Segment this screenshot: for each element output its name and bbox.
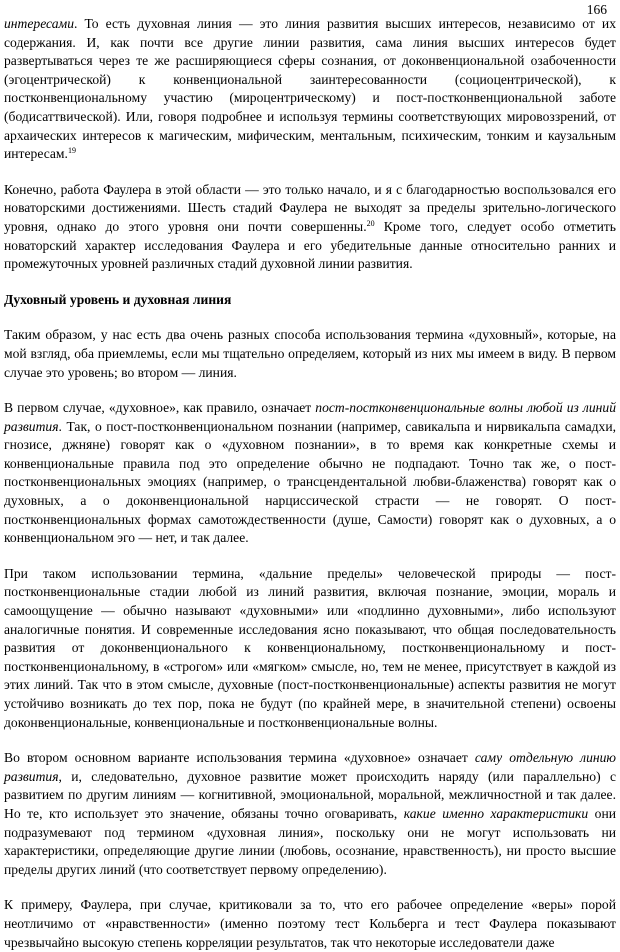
paragraph-gap <box>4 548 616 565</box>
text-run: При таком использовании термина, «дальние пределы» человеческой природы — пост-постконвенциональные стадии любой из линий развития, включая познание, эмоции, мораль и самоощущение — обычно называют «духовными» или «подлинно духовными», либо используют аналогичные понятия. И современные исследования ясно показывают, что общая последовательность развития от доконвенционального к конвенциональному, постконвенциональному и пост-постконвенциональному, в «строгом» или «мягком» смысле, но, тем не менее, присутствует в каждой из этих линий. Так что в этом смысле, духовные (пост-постконвенциональные) аспекты развития не могут устойчиво возникать до тех пор, пока не будут (по крайней мере, в значительной степени) освоены доконвенциональные, конвенциональные и постконвенциональные волны. <box>4 565 616 730</box>
text-run: К примеру, Фаулера, при случае, критиковали за то, что его рабочее определение «веры» порой неотличимо от «нравственности» (именно поэтому тест Кольберга и тест Фаулера показывают чрезвычайно высокую степень корреляции результатов, так что некоторые исследователи даже <box>4 897 616 950</box>
italic-text: какие именно характеристики <box>403 805 589 821</box>
paragraph-gap <box>4 732 616 749</box>
paragraph-gap <box>4 164 616 181</box>
paragraph-p7 <box>4 896 616 952</box>
paragraph-p1 <box>4 15 616 164</box>
text-run: , и, следовательно, духовное развитие может происходить наряду (или параллельно) с развитием по другим линиям — когнитивной, эмоциональной, моральной, межличностной и так далее. Но те, кто использует это значение, обязаны точно оговаривать, <box>4 768 616 821</box>
paragraph-p3 <box>4 326 616 382</box>
document-body <box>4 15 616 952</box>
footnote-ref: 20 <box>366 218 375 228</box>
paragraph-gap <box>4 382 616 399</box>
text-run: Конечно, работа Фаулера в этой области — это только начало, и я с благодарностью воспользовался его новаторскими достижениями. Шесть стадий Фаулера не выходят за пределы зрительно-логического уровня, однако до этого уровня они почти совершенны. <box>4 181 616 234</box>
footnote-ref: 19 <box>67 146 76 156</box>
page-number: 166 <box>586 2 607 17</box>
text-run: . То есть духовная линия — это линия развития высших интересов, независимо от их содержания. И, как почти все другие линии развития, сама линия высших интересов будет развертываться через те же расширяющиеся сферы сознания, от доконвенциональной озабоченности (эгоцентрической) к конвенциональной заинтересованности (социоцентрической), к постконвенциональному участию (мироцентрическому) и пост-постконвенциональной заботе (бодисаттвической). Или, говоря подробнее и используя термины соответствующих мировоззрений, от архаических интересов к магическим, мифическим, ментальным, психическим, тонким и каузальным интересам. <box>4 16 616 162</box>
section-heading <box>4 291 616 310</box>
text-run: В первом случае, «духовное», как правило, означает <box>4 400 316 416</box>
text-run: Духовный уровень и духовная линия <box>4 291 232 307</box>
paragraph-p4 <box>4 399 616 548</box>
paragraph-p2 <box>4 181 616 274</box>
paragraph-p5 <box>4 565 616 732</box>
italic-text: саму отдельную линию развития <box>4 750 616 784</box>
paragraph-gap <box>4 879 616 896</box>
italic-text: пост-постконвенциональные волны любой из линий развития <box>4 400 616 434</box>
text-run: Во втором основном варианте использования термина «духовное» означает <box>4 750 475 766</box>
italic-text: интересами <box>4 16 74 31</box>
text-run: они подразумевают под термином «духовная линия», поскольку они не могут использовать ни характеристики, определяющие другие линии (любовь, осознание, нравственность), ни просто высшие пределы других линий (что соответствует первому определению). <box>4 805 617 877</box>
paragraph-gap <box>4 309 616 326</box>
text-run: Таким образом, у нас есть два очень разных способа использования термина «духовный», которые, на мой взгляд, оба приемлемы, если мы тщательно определяем, который из них мы имеем в виду. В первом случае это уровень; во втором — линия. <box>4 327 616 380</box>
text-run: . Так, о пост-постконвенциональном познании (например, савикальпа и нирвикальпа самадхи, гнозисе, джняне) говорят как о «духовном познании», в то время как конкретные схемы и конвенциональные правила под это определение обычно не подпадают. Точно так же, о пост-постконвенциональных эмоциях (например, о трансцендентальной любви-блаженства) говорят как о духовных, а о доконвенциональной нарциссической страсти — не говорят. О пост-постконвенциональных формах самотождественности (душе, Самости) говорят как о духовных, а о конвенциональном эго — нет, и так далее. <box>4 418 616 546</box>
paragraph-gap <box>4 274 616 291</box>
text-run: Кроме того, следует особо отметить новаторский характер исследования Фаулера и его убедительные данные относительно ранних и промежуточных уровней различных стадий духовной линии развития. <box>4 218 616 272</box>
paragraph-p6 <box>4 749 616 879</box>
